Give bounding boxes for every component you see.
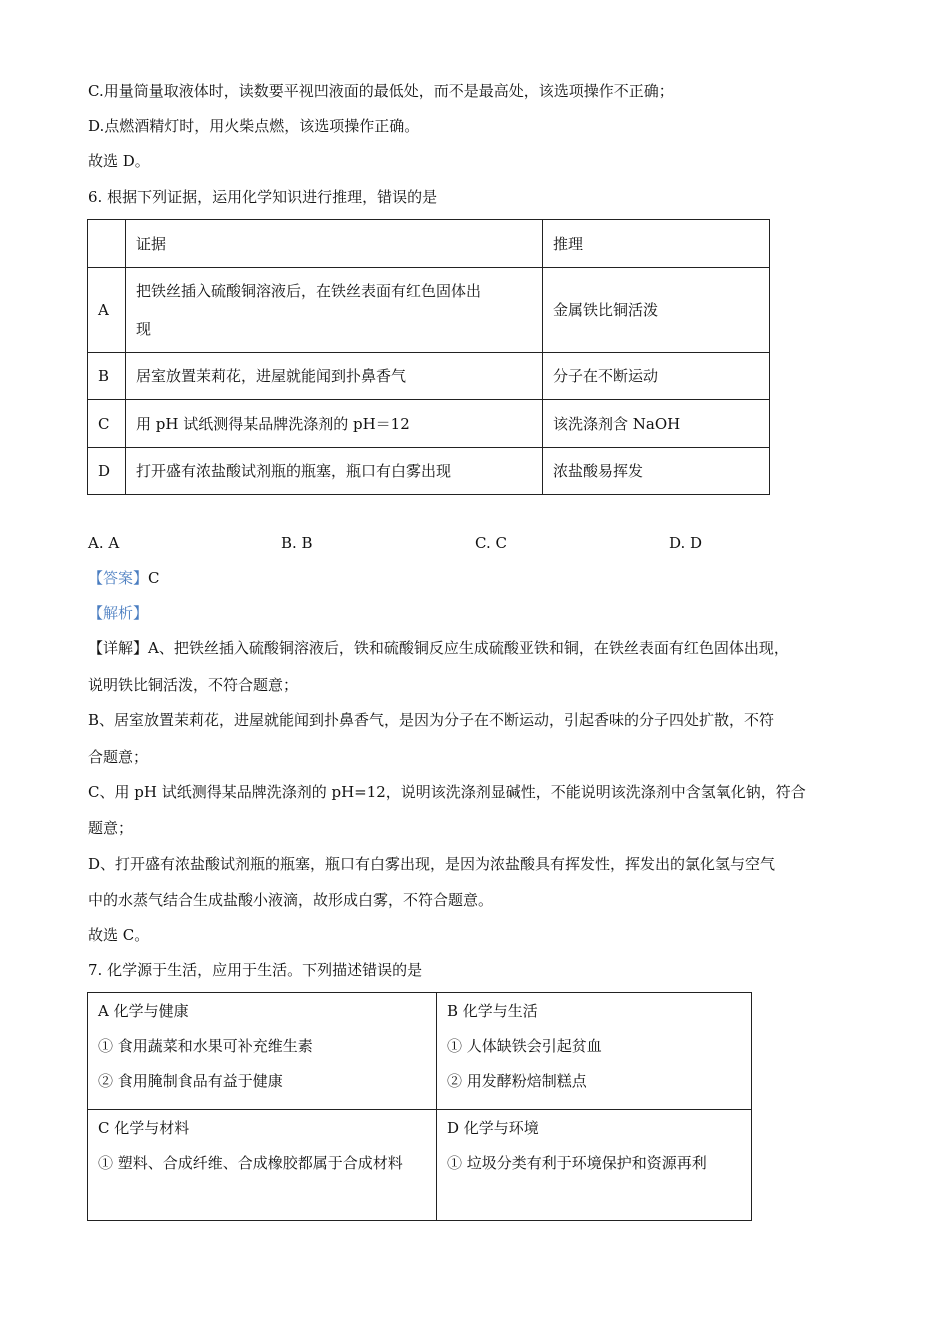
row-evidence: 打开盛有浓盐酸试剂瓶的瓶塞，瓶口有白雾出现 xyxy=(126,448,543,495)
row-label: B xyxy=(88,353,126,400)
row-inference: 浓盐酸易挥发 xyxy=(543,448,770,495)
option-d: D. D xyxy=(669,534,703,552)
table-row xyxy=(88,448,770,495)
cell-title: C 化学与材料 xyxy=(98,1119,190,1137)
explanation-line: 题意； xyxy=(88,819,134,837)
row-label: A xyxy=(88,268,126,353)
table-row xyxy=(88,1110,752,1221)
explanation-line: D、打开盛有浓盐酸试剂瓶的瓶塞，瓶口有白雾出现，是因为浓盐酸具有挥发性，挥发出的氯化氢与空气 xyxy=(88,855,776,873)
row-evidence: 用 pH 试纸测得某品牌洗涤剂的 pH＝12 xyxy=(126,400,543,448)
table-row xyxy=(88,268,770,353)
option-b: B. B xyxy=(281,534,313,552)
explanation-line: 中的水蒸气结合生成盐酸小液滴，故形成白雾，不符合题意。 xyxy=(88,891,494,909)
option-a: A. A xyxy=(88,534,120,552)
answer-value: C xyxy=(148,569,160,587)
cell-c xyxy=(88,1110,437,1221)
cell-title: B 化学与生活 xyxy=(447,1002,538,1020)
cell-item: ② 用发酵粉焙制糕点 xyxy=(447,1072,587,1090)
cell-d xyxy=(437,1110,752,1221)
cell-b xyxy=(437,993,752,1110)
cell-item: ① 垃圾分类有利于环境保护和资源再利 xyxy=(447,1154,707,1172)
intro-line-d: D.点燃酒精灯时，用火柴点燃，该选项操作正确。 xyxy=(88,117,420,135)
cell-item: ② 食用腌制食品有益于健康 xyxy=(98,1072,283,1090)
cell-title: D 化学与环境 xyxy=(447,1119,539,1137)
cell-title: A 化学与健康 xyxy=(98,1002,189,1020)
option-c: C. C xyxy=(475,534,507,552)
header-evidence-cell: 证据 xyxy=(126,220,543,268)
explanation-line: 说明铁比铜活泼，不符合题意； xyxy=(88,676,299,694)
cell-a xyxy=(88,993,437,1110)
row-inference: 金属铁比铜活泼 xyxy=(543,268,770,353)
row-label: D xyxy=(88,448,126,495)
explanation-line: 合题意； xyxy=(88,748,149,766)
intro-conclusion: 故选 D。 xyxy=(88,152,150,170)
explanation-line: C、用 pH 试纸测得某品牌洗涤剂的 pH=12，说明该洗涤剂显碱性，不能说明该洗涤剂中含氢氧化钠，符合 xyxy=(88,783,806,801)
q7-stem: 7. 化学源于生活，应用于生活。下列描述错误的是 xyxy=(88,961,423,979)
table-row xyxy=(88,400,770,448)
q6-stem: 6. 根据下列证据，运用化学知识进行推理，错误的是 xyxy=(88,188,438,206)
explanation-line: 【详解】A、把铁丝插入硫酸铜溶液后，铁和硫酸铜反应生成硫酸亚铁和铜，在铁丝表面有红色固体出现， xyxy=(88,639,789,657)
table-row xyxy=(88,353,770,400)
explanation-conclusion: 故选 C。 xyxy=(88,926,150,944)
answer-line xyxy=(88,568,160,588)
analysis-tag: 【解析】 xyxy=(88,604,149,622)
explanation-line: B、居室放置茉莉花，进屋就能闻到扑鼻香气，是因为分子在不断运动，引起香味的分子四处扩散，不符 xyxy=(88,711,775,729)
row-inference: 该洗涤剂含 NaOH xyxy=(543,400,770,448)
cell-item: ① 人体缺铁会引起贫血 xyxy=(447,1037,602,1055)
row-evidence: 居室放置茉莉花，进屋就能闻到扑鼻香气 xyxy=(126,353,543,400)
answer-tag: 【答案】 xyxy=(88,569,149,587)
cell-item: ① 食用蔬菜和水果可补充维生素 xyxy=(98,1037,313,1055)
q7-options-table xyxy=(87,992,752,1221)
row-inference: 分子在不断运动 xyxy=(543,353,770,400)
intro-line-c: C.用量筒量取液体时，读数要平视凹液面的最低处，而不是最高处，该选项操作不正确； xyxy=(88,82,674,100)
row-evidence-line: 现 xyxy=(136,320,152,338)
cell-item: ① 塑料、合成纤维、合成橡胶都属于合成材料 xyxy=(98,1154,403,1172)
row-label: C xyxy=(88,400,126,448)
table-header-row xyxy=(88,220,770,268)
header-label-cell xyxy=(88,220,126,268)
header-inference-cell: 推理 xyxy=(543,220,770,268)
table-row xyxy=(88,993,752,1110)
row-evidence xyxy=(126,268,543,353)
q6-evidence-table xyxy=(87,219,770,495)
row-evidence-line: 把铁丝插入硫酸铜溶液后，在铁丝表面有红色固体出 xyxy=(136,282,482,300)
